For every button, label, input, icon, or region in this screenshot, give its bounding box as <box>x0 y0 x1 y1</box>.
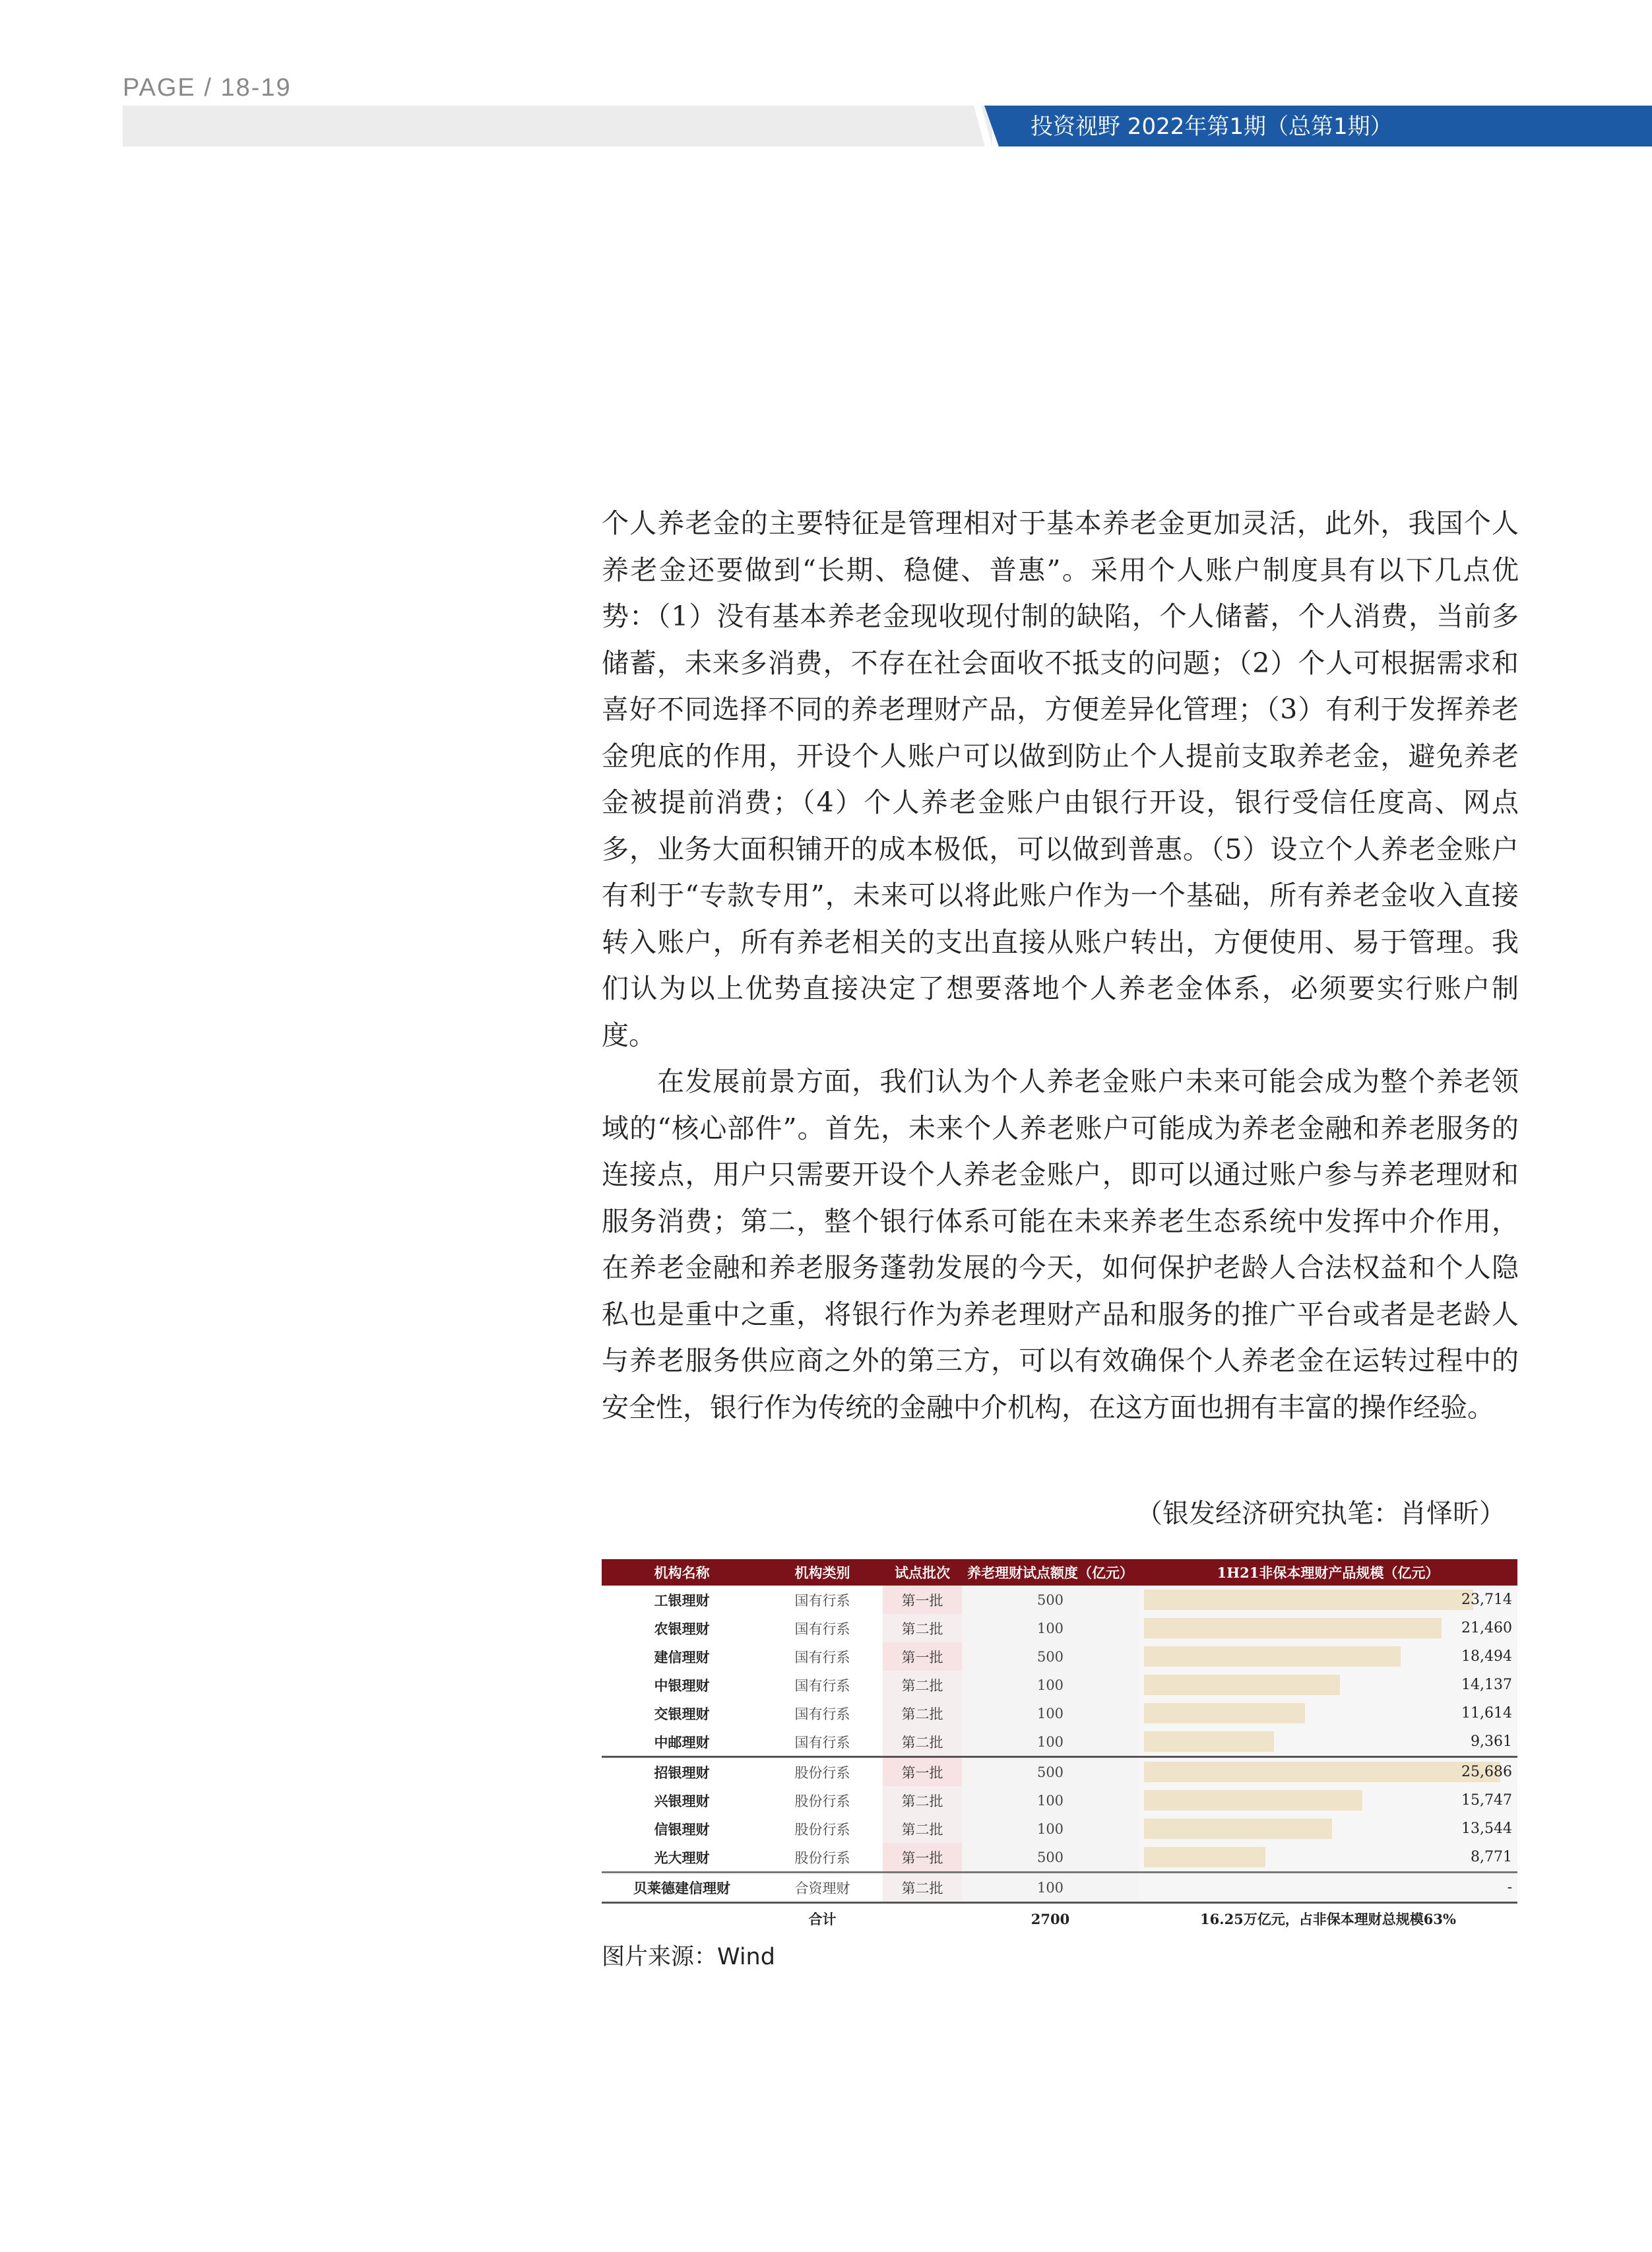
paragraph-2: 在发展前景方面，我们认为个人养老金账户未来可能会成为整个养老领域的“核心部件”。首先，未来个人养老账户可能成为养老金融和养老服务的连接点，用户只需要开设个人养老金账户，即可以通过账户参与养老理财和服务消费；第二，整个银行体系可能在未来养老生态系统中发挥中介作用，在养老金融和养老服务蓬勃发展的今天，如何保护老龄人合法权益和个人隐私也是重中之重，将银行作为养老理财产品和服务的推广平台或者是老龄人与养老服务供应商之外的第三方，可以有效确保个人养老金在运转过程中的安全性，银行作为传统的金融中介机构，在这方面也拥有丰富的操作经验。 <box>602 1066 1519 1423</box>
paragraph-1: 个人养老金的主要特征是管理相对于基本养老金更加灵活，此外，我国个人养老金还要做到“长期、稳健、普惠”。采用个人账户制度具有以下几点优势：（1）没有基本养老金现收现付制的缺陷，个人储蓄，个人消费，当前多储蓄，未来多消费，不存在社会面收不抵支的问题；（2）个人可根据需求和喜好不同选择不同的养老理财产品，方便差异化管理；（3）有利于发挥养老金兜底的作用，开设个人账户可以做到防止个人提前支取养老金，避免养老金被提前消费；（4）个人养老金账户由银行开设，银行受信任度高、网点多，业务大面积铺开的成本极低，可以做到普惠。（5）设立个人养老金账户有利于“专款专用”，未来可以将此账户作为一个基础，所有养老金收入直接转入账户，所有养老相关的支出直接从账户转出，方便使用、易于管理。我们认为以上优势直接决定了想要落地个人养老金体系，必须要实行账户制度。 <box>602 507 1519 1051</box>
product-scale <box>1139 1642 1517 1671</box>
pilot-batch: 第一批 <box>883 1843 962 1873</box>
scale-bar <box>1144 1675 1340 1695</box>
header-category: 机构类别 <box>762 1559 883 1586</box>
table-row <box>602 1699 1517 1727</box>
header-scale: 1H21非保本理财产品规模（亿元） <box>1139 1559 1517 1586</box>
institution-category: 国有行系 <box>794 1649 850 1665</box>
table-row <box>602 1727 1517 1757</box>
author-credit: （银发经济研究执笔：肖怿昕） <box>1136 1498 1506 1529</box>
scale-value: 11,614 <box>1461 1705 1512 1721</box>
image-source: 图片来源：Wind <box>602 1944 775 1970</box>
total-label: 合计 <box>762 1903 883 1935</box>
product-scale <box>1139 1815 1517 1843</box>
institution-name: 农银理财 <box>654 1620 710 1637</box>
institution-category: 合资理财 <box>762 1873 883 1903</box>
institution-name: 工银理财 <box>654 1592 710 1609</box>
institution-name: 中银理财 <box>654 1677 710 1694</box>
institution-name: 信银理财 <box>654 1820 710 1838</box>
scale-value: 9,361 <box>1471 1733 1512 1750</box>
pilot-batch: 第二批 <box>883 1815 962 1843</box>
scale-bar <box>1144 1618 1442 1638</box>
table-row <box>602 1586 1517 1614</box>
table-row <box>602 1786 1517 1815</box>
pilot-batch: 第二批 <box>883 1671 962 1699</box>
pilot-quota: 100 <box>962 1815 1139 1843</box>
scale-value: 25,686 <box>1461 1764 1512 1780</box>
article-body <box>602 500 1519 1431</box>
pilot-quota: 500 <box>962 1757 1139 1787</box>
pilot-batch: 第二批 <box>883 1614 962 1642</box>
scale-bar <box>1144 1762 1500 1782</box>
pilot-batch: 第二批 <box>883 1786 962 1815</box>
institution-category: 国有行系 <box>794 1592 850 1609</box>
table-header-row <box>602 1559 1517 1586</box>
scale-value: 23,714 <box>1461 1592 1512 1608</box>
pilot-batch: 第一批 <box>883 1757 962 1787</box>
header-bar <box>123 106 992 146</box>
institution-category: 国有行系 <box>794 1734 850 1751</box>
scale-value: - <box>1507 1879 1512 1896</box>
product-scale <box>1139 1586 1517 1614</box>
pilot-batch: 第一批 <box>883 1586 962 1614</box>
total-empty <box>883 1903 962 1935</box>
scale-bar <box>1144 1731 1274 1752</box>
scale-value: 14,137 <box>1461 1677 1512 1693</box>
institution-category: 国有行系 <box>794 1621 850 1637</box>
scale-bar <box>1144 1818 1332 1839</box>
table-total-row <box>602 1903 1517 1935</box>
table-row <box>602 1642 1517 1671</box>
scale-bar <box>1144 1590 1473 1610</box>
pilot-quota: 500 <box>962 1843 1139 1873</box>
product-scale <box>1139 1843 1517 1873</box>
institution-name: 建信理财 <box>654 1648 710 1665</box>
total-scale: 16.25万亿元，占非保本理财总规模63% <box>1139 1903 1517 1935</box>
pension-products-table <box>602 1559 1517 1934</box>
institution-name: 中邮理财 <box>654 1733 710 1751</box>
header-quota: 养老理财试点额度（亿元） <box>962 1559 1139 1586</box>
pilot-batch: 第二批 <box>883 1727 962 1757</box>
issue-title: 投资视野 2022年第1期（总第1期） <box>1031 113 1393 140</box>
table-row <box>602 1815 1517 1843</box>
institution-category: 股份行系 <box>794 1850 850 1866</box>
product-scale <box>1139 1757 1517 1787</box>
scale-bar <box>1144 1847 1265 1867</box>
institution-name: 招银理财 <box>602 1757 762 1787</box>
table-row <box>602 1873 1517 1903</box>
header-batch: 试点批次 <box>883 1559 962 1586</box>
institution-name: 贝莱德建信理财 <box>602 1873 762 1903</box>
institution-category: 股份行系 <box>794 1821 850 1838</box>
table-row <box>602 1757 1517 1787</box>
institution-category: 股份行系 <box>794 1793 850 1809</box>
scale-value: 21,460 <box>1461 1620 1512 1636</box>
pilot-quota: 100 <box>962 1873 1139 1903</box>
table-row <box>602 1843 1517 1873</box>
institution-name: 光大理财 <box>654 1849 710 1866</box>
product-scale <box>1139 1671 1517 1699</box>
pilot-quota: 100 <box>962 1671 1139 1699</box>
pilot-quota: 500 <box>962 1586 1139 1614</box>
total-empty <box>602 1903 762 1935</box>
page-number-label: PAGE / 18-19 <box>123 74 292 102</box>
institution-category: 国有行系 <box>794 1677 850 1694</box>
scale-value: 8,771 <box>1471 1849 1512 1865</box>
pilot-quota: 100 <box>962 1727 1139 1757</box>
product-scale <box>1139 1786 1517 1815</box>
scale-bar <box>1144 1790 1362 1811</box>
product-scale <box>1139 1727 1517 1757</box>
pilot-quota: 100 <box>962 1614 1139 1642</box>
scale-value: 15,747 <box>1461 1792 1512 1809</box>
pilot-quota: 500 <box>962 1642 1139 1671</box>
product-scale <box>1139 1873 1517 1903</box>
total-quota: 2700 <box>962 1903 1139 1935</box>
pilot-quota: 100 <box>962 1786 1139 1815</box>
institution-category: 股份行系 <box>762 1757 883 1787</box>
header-institution: 机构名称 <box>602 1559 762 1586</box>
pilot-batch: 第一批 <box>883 1642 962 1671</box>
institution-name: 交银理财 <box>654 1705 710 1722</box>
pilot-quota: 100 <box>962 1699 1139 1727</box>
table-row <box>602 1614 1517 1642</box>
scale-value: 18,494 <box>1461 1648 1512 1665</box>
product-scale <box>1139 1699 1517 1727</box>
scale-value: 13,544 <box>1461 1820 1512 1837</box>
pilot-batch: 第二批 <box>883 1699 962 1727</box>
pilot-batch: 第二批 <box>883 1873 962 1903</box>
scale-bar <box>1144 1703 1305 1723</box>
institution-category: 国有行系 <box>794 1706 850 1722</box>
table-row <box>602 1671 1517 1699</box>
scale-bar <box>1144 1646 1401 1667</box>
institution-name: 兴银理财 <box>654 1792 710 1809</box>
product-scale <box>1139 1614 1517 1642</box>
